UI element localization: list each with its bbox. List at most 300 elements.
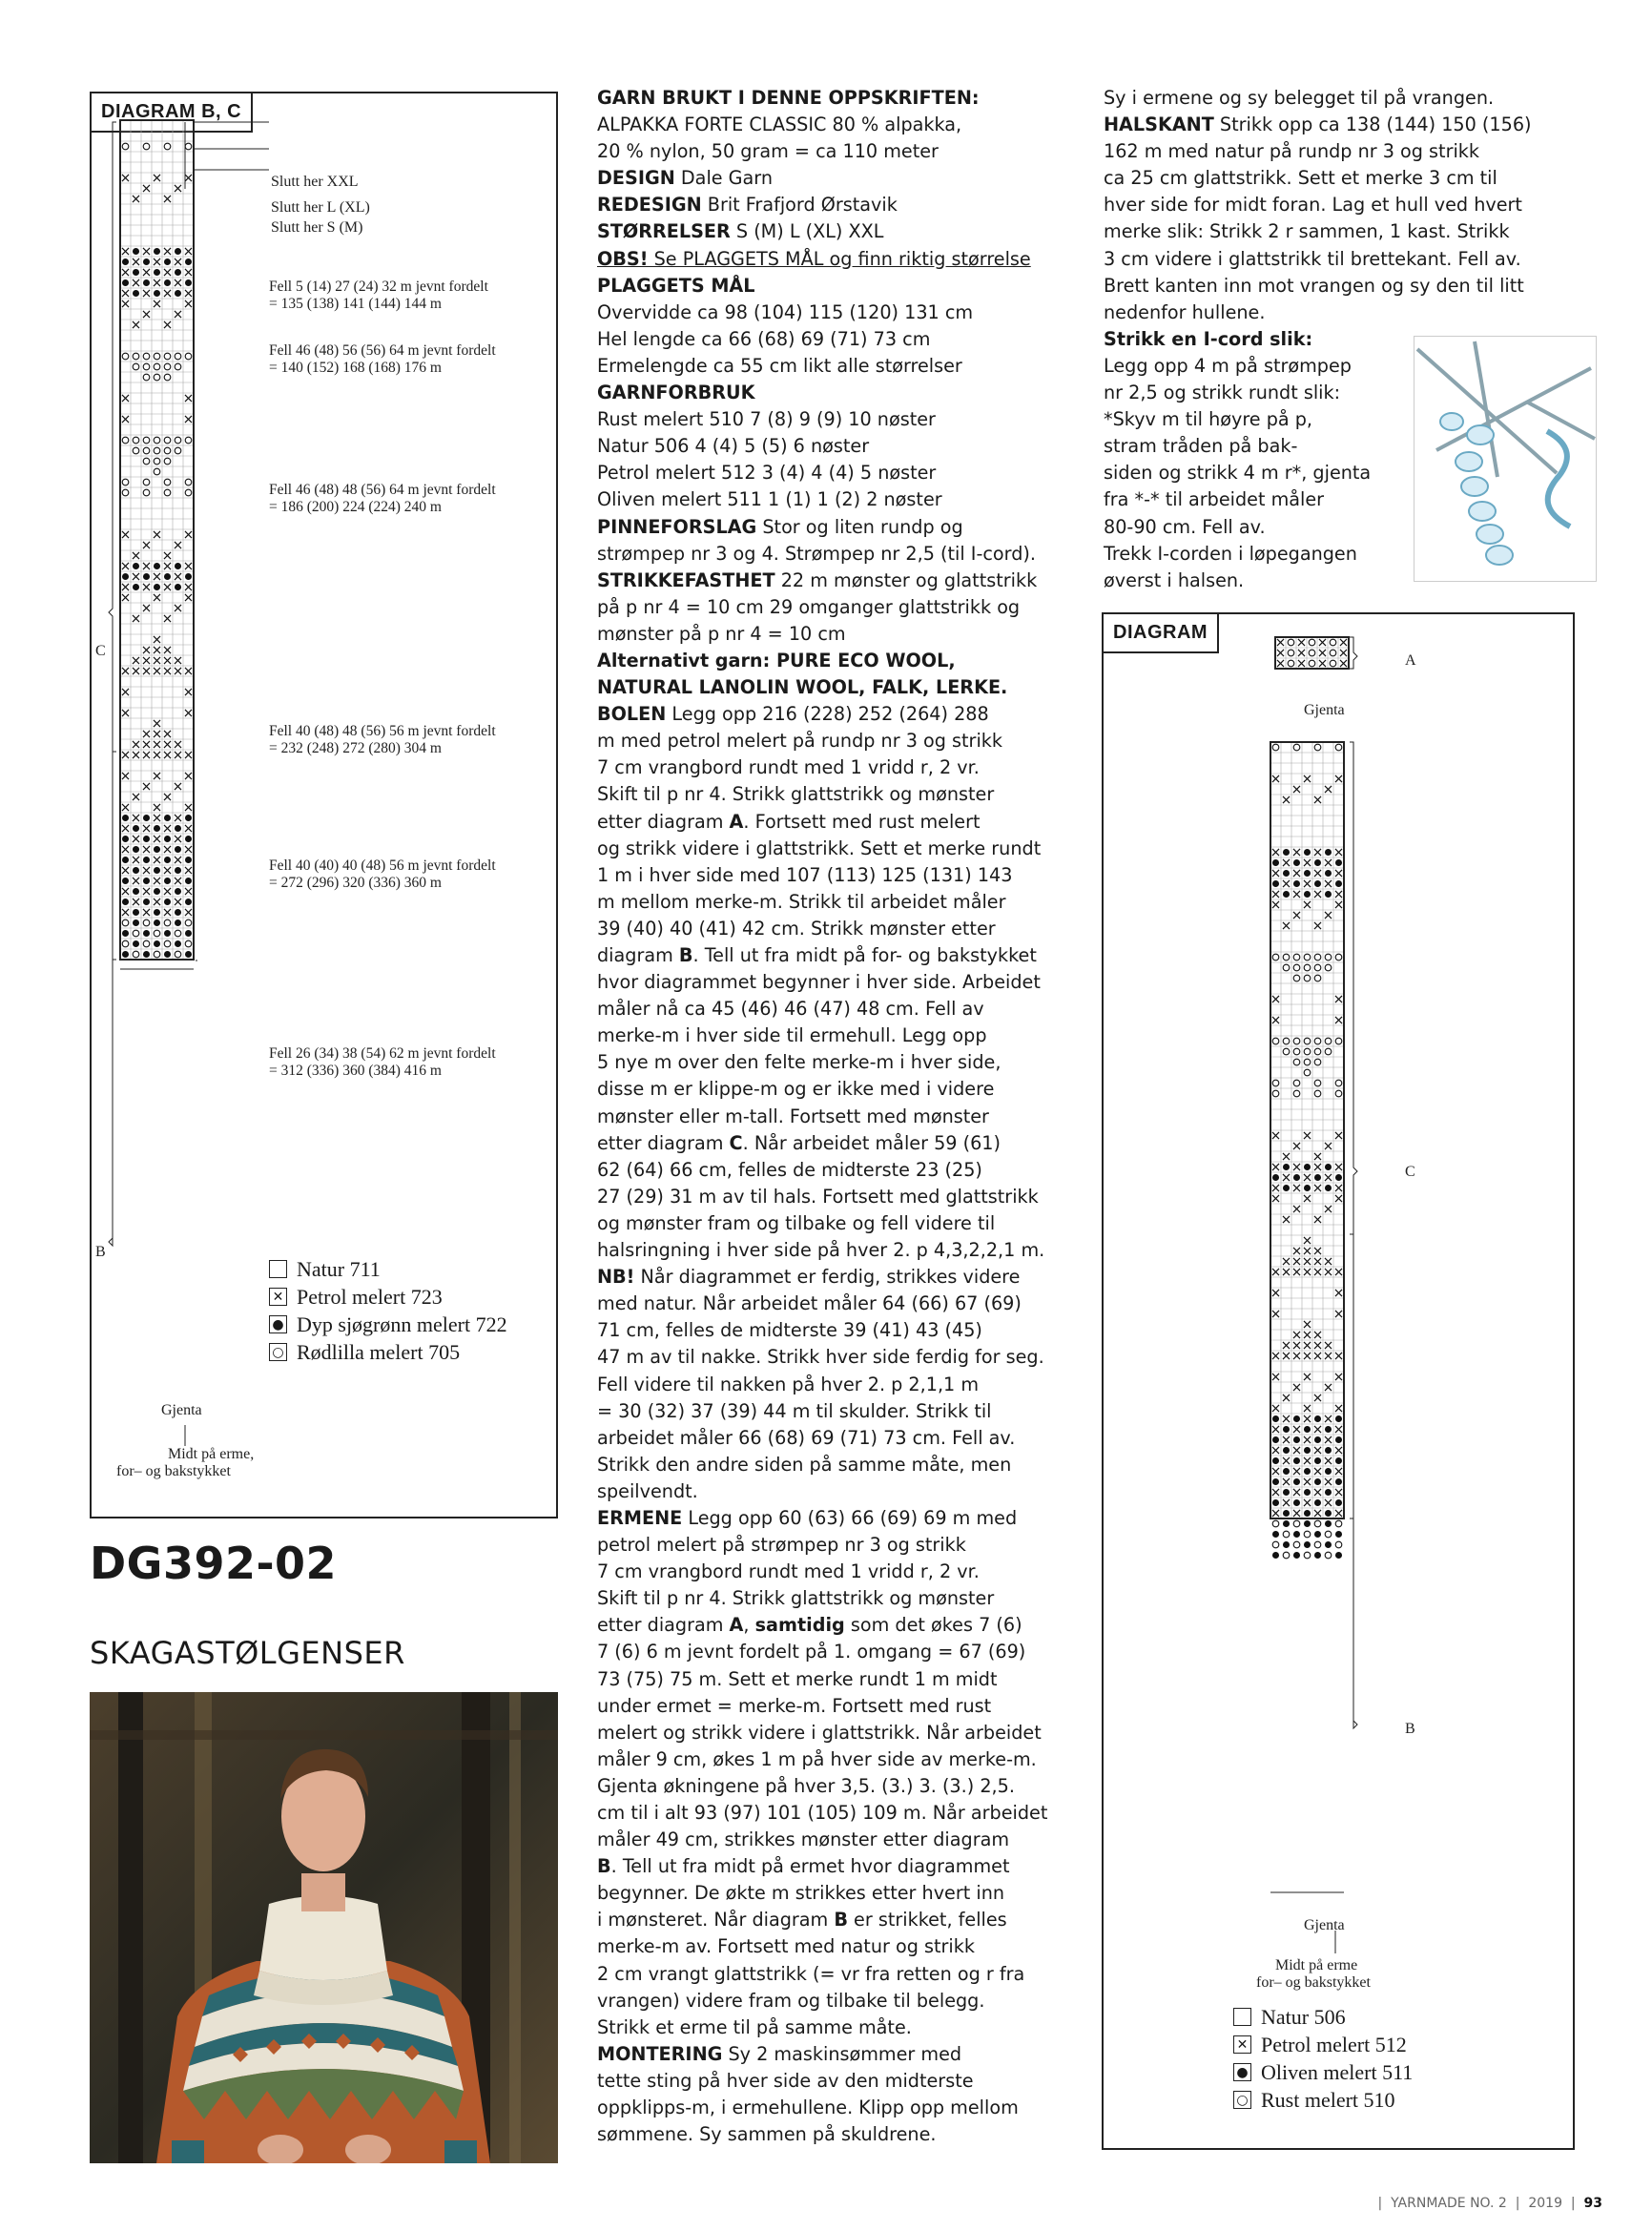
stitch-circle	[164, 374, 171, 381]
text-line	[597, 433, 1047, 460]
stitch-dot	[164, 899, 171, 905]
stitch-cross	[1272, 1269, 1279, 1275]
text-segment: 2 cm vrangt glattstrikk (= vr fra retten og r fra	[597, 1962, 1025, 1985]
stitch-circle	[1314, 954, 1321, 961]
text-segment: med natur. Når arbeidet måler 64 (66) 67 (69)	[597, 1292, 1022, 1315]
stitch-cross	[154, 300, 160, 307]
stitch-cross	[164, 269, 171, 276]
brace-a	[1350, 637, 1357, 669]
text-line	[597, 246, 1047, 273]
text-segment: merke-m i hver side til ermehull. Legg opp	[597, 1024, 987, 1047]
legend-label: Rødlilla melert 705	[297, 1339, 461, 1364]
stitch-cross	[164, 794, 171, 800]
stitch-cross	[1304, 1332, 1311, 1338]
text-segment: 22 m mønster og glattstrikk	[774, 568, 1038, 591]
stitch-cross	[1314, 922, 1321, 929]
stitch-cross	[154, 773, 160, 779]
decrease-note-1	[269, 279, 488, 313]
text-segment: 73 (75) 75 m. Sett et merke rundt 1 m midt	[597, 1667, 998, 1690]
stitch-dot	[133, 248, 139, 255]
stitch-circle	[175, 437, 181, 444]
right-middle-note-line1: Midt på erme	[1275, 1957, 1358, 1973]
text-segment: PLAGGETS MÅL	[597, 274, 755, 297]
stitch-cross	[1293, 1258, 1300, 1265]
stitch-circle	[154, 951, 160, 958]
stitch-circle	[133, 447, 139, 454]
text-segment: tette sting på hver side av den midterste	[597, 2069, 974, 2092]
stitch-cross	[1335, 901, 1342, 908]
stitch-cross	[1335, 996, 1342, 1002]
legend-item-natur	[269, 1255, 507, 1283]
stitch-dot	[1272, 1436, 1279, 1443]
stitch-dot	[143, 258, 150, 265]
text-segment: 3 cm videre i glattstrikk til brettekant. Fell av.	[1104, 247, 1521, 270]
text-line	[597, 674, 1047, 701]
text-segment: B	[597, 1855, 611, 1878]
stitch-cross	[1335, 1017, 1342, 1023]
decrease-note-2-line2: = 140 (152) 168 (168) 176 m	[269, 360, 442, 376]
stitch-dot	[1304, 1510, 1311, 1517]
text-line	[597, 1612, 1047, 1639]
text-line	[597, 1933, 1047, 1960]
stitch-circle	[154, 374, 160, 381]
text-line	[597, 568, 1047, 594]
stitch-dot	[143, 930, 150, 937]
text-line	[1104, 85, 1532, 112]
stitch-dot	[164, 857, 171, 863]
text-line	[597, 326, 1047, 353]
stitch-cross	[1304, 1258, 1311, 1265]
stitch-circle	[133, 363, 139, 370]
text-line	[597, 1988, 1047, 2014]
stitch-cross	[122, 395, 129, 402]
stitch-cross	[143, 752, 150, 758]
stitch-cross	[1325, 1384, 1332, 1391]
stitch-circle	[154, 447, 160, 454]
stitch-dot	[122, 951, 129, 958]
text-segment: 1 m i hver side med 107 (113) 125 (131) 143	[597, 863, 1013, 886]
stitch-cross	[1272, 775, 1279, 782]
stitch-cross	[1314, 1185, 1321, 1191]
text-segment: melert og strikk videre i glattstrikk. Når arbeidet	[597, 1721, 1042, 1744]
stitch-circle	[1304, 1069, 1311, 1076]
stitch-circle	[154, 363, 160, 370]
text-segment: Skift til p nr 4. Strikk glattstrikk og mønster	[597, 1587, 995, 1610]
stitch-cross	[133, 196, 139, 202]
stitch-cross	[185, 290, 192, 297]
stitch-dot	[175, 563, 181, 569]
decrease-note-6	[269, 1045, 496, 1080]
end-note-l-xl: Slutt her L (XL)	[271, 199, 370, 216]
text-segment: stram tråden på bak-	[1104, 435, 1298, 458]
stitch-circle	[133, 930, 139, 937]
text-segment: A	[729, 1614, 744, 1637]
legend-item-rust-510	[1233, 2086, 1413, 2114]
text-segment: og mønster fram og tilbake og fell videre til	[597, 1211, 996, 1234]
stitch-cross	[1304, 880, 1311, 887]
text-segment: 47 m av til nakke. Strikk hver side ferdig for seg.	[597, 1346, 1044, 1369]
stitch-circle	[133, 951, 139, 958]
stitch-cross	[1304, 1132, 1311, 1139]
stitch-circle	[154, 437, 160, 444]
legend-item-rodlilla	[269, 1338, 507, 1366]
stitch-cross	[1293, 1332, 1300, 1338]
stitch-dot	[185, 258, 192, 265]
text-line	[597, 1827, 1047, 1853]
stitch-cross	[154, 815, 160, 821]
stitch-dot	[1304, 1489, 1311, 1496]
text-segment: Strikk et erme til på samme måte.	[597, 2015, 912, 2038]
text-line	[1104, 246, 1532, 273]
text-segment: Skift til p nr 4. Strikk glattstrikk og mønster	[597, 783, 995, 806]
text-line	[1104, 112, 1532, 138]
stitch-dot	[1314, 1174, 1321, 1181]
text-line	[597, 2095, 1047, 2121]
stitch-cross	[122, 773, 129, 779]
text-line	[597, 621, 1047, 648]
stitch-circle	[1330, 660, 1336, 667]
stitch-dot	[164, 279, 171, 286]
text-segment: strømpep nr 3 og 4. Strømpep nr 2,5 (til I-cord).	[597, 542, 1036, 565]
stitch-cross	[1272, 901, 1279, 908]
stitch-dot	[1325, 1468, 1332, 1475]
middle-note-line1: Midt på erme,	[168, 1446, 255, 1462]
stitch-dot	[175, 940, 181, 947]
stitch-dot	[1272, 1457, 1279, 1464]
text-segment: i mønsteret. Når diagram	[597, 1909, 835, 1931]
stitch-dot	[133, 888, 139, 895]
text-line	[597, 486, 1047, 513]
text-segment: mønster på p nr 4 = 10 cm	[597, 622, 846, 645]
text-segment: m med petrol melert på rundp nr 3 og strikk	[597, 730, 1002, 753]
stitch-cross	[1283, 1499, 1290, 1506]
stitch-circle	[1304, 1038, 1311, 1044]
stitch-cross	[1293, 1164, 1300, 1170]
text-segment: Oliven melert 511 1 (1) 1 (2) 2 nøster	[597, 488, 942, 511]
stitch-circle	[175, 951, 181, 958]
stitch-circle	[1304, 954, 1311, 961]
stitch-cross	[154, 752, 160, 758]
chart-border	[1275, 637, 1349, 669]
text-line	[597, 2014, 1047, 2041]
text-segment: merke-m av. Fortsett med natur og strikk	[597, 1935, 975, 1958]
stitch-circle	[1283, 1048, 1290, 1055]
text-segment: OBS!	[597, 247, 649, 270]
stitch-cross	[1283, 1342, 1290, 1349]
text-segment: oppklipps-m, i ermehullene. Klipp opp mellom	[597, 2097, 1019, 2119]
stitch-circle	[1283, 954, 1290, 961]
stitch-cross	[1314, 1468, 1321, 1475]
stitch-dot	[154, 563, 160, 569]
stitch-dot	[133, 290, 139, 297]
stitch-cross	[1304, 1405, 1311, 1412]
stitch-circle	[164, 143, 171, 150]
text-line	[597, 781, 1047, 808]
stitch-dot	[185, 899, 192, 905]
stitch-cross	[143, 248, 150, 255]
stitch-circle	[143, 447, 150, 454]
text-segment: sømmene. Sy sammen på skuldrene.	[597, 2123, 937, 2146]
stitch-cross	[1293, 1510, 1300, 1517]
stitch-circle	[1272, 1520, 1279, 1527]
stitch-cross	[1319, 660, 1326, 667]
stitch-dot	[1283, 1489, 1290, 1496]
stitch-cross	[1325, 1258, 1332, 1265]
text-segment: 27 (29) 31 m av til hals. Fortsett med glattstrikk	[597, 1185, 1039, 1208]
text-segment: HALSKANT	[1104, 114, 1214, 136]
stitch-circle	[1272, 744, 1279, 751]
text-line	[597, 514, 1047, 541]
text-segment: mønster eller m-tall. Fortsett med mønster	[597, 1105, 989, 1127]
text-segment: Stor og liten rundp og	[756, 515, 963, 538]
decrease-note-6-line2: = 312 (336) 360 (384) 416 m	[269, 1063, 442, 1079]
stitch-dot	[154, 846, 160, 853]
stitch-cross	[133, 752, 139, 758]
stitch-cross	[133, 668, 139, 674]
stitch-cross	[185, 888, 192, 895]
text-segment: måler 9 cm, økes 1 m på hver side av merke-m.	[597, 1747, 1037, 1770]
stitch-cross	[122, 888, 129, 895]
text-segment: ERMENE	[597, 1506, 683, 1529]
stitch-circle	[164, 940, 171, 947]
stitch-circle	[1283, 1531, 1290, 1538]
text-segment: 162 m med natur på rundp nr 3 og strikk	[1104, 140, 1480, 163]
stitch-circle	[1325, 1531, 1332, 1538]
text-segment: Sy 2 maskinsømmer med	[722, 2042, 962, 2065]
stitch-cross	[185, 395, 192, 402]
text-line	[597, 2121, 1047, 2148]
stitch-cross	[1293, 786, 1300, 793]
text-line	[597, 594, 1047, 621]
decrease-note-3	[269, 482, 496, 516]
stitch-dot	[1335, 859, 1342, 866]
text-line	[597, 406, 1047, 433]
text-line	[597, 1344, 1047, 1371]
text-segment: vrangen) videre fram og tilbake til belegg.	[597, 1989, 985, 2012]
stitch-cross	[143, 741, 150, 748]
text-line	[1104, 218, 1532, 245]
stitch-dot	[154, 919, 160, 926]
stitch-cross	[133, 552, 139, 559]
stitch-cross	[133, 573, 139, 580]
stitch-dot	[1293, 1174, 1300, 1181]
stitch-circle	[1335, 954, 1342, 961]
stitch-cross	[1335, 1426, 1342, 1433]
section-label-b: B	[95, 1244, 106, 1260]
stitch-cross	[1335, 1290, 1342, 1296]
stitch-cross	[143, 185, 150, 192]
right-diagram-label: DIAGRAM	[1102, 612, 1219, 653]
stitch-circle	[143, 143, 150, 150]
text-segment: 20 % nylon, 50 gram = ca 110 meter	[597, 140, 939, 163]
text-segment: halsringning i hver side på hver 2. p 4,3,2,2,1 m.	[597, 1239, 1045, 1262]
text-line	[597, 1853, 1047, 1880]
stitch-cross	[1314, 1447, 1321, 1454]
stitch-circle	[1293, 1520, 1300, 1527]
stitch-cross	[154, 720, 160, 727]
text-line	[597, 273, 1047, 300]
stitch-circle	[1288, 660, 1294, 667]
stitch-dot	[175, 248, 181, 255]
stitch-cross	[175, 185, 181, 192]
decrease-note-2-line1: Fell 46 (48) 56 (56) 64 m jevnt fordelt	[269, 342, 496, 359]
right-diagram-panel	[1102, 612, 1575, 2150]
stitch-dot	[1325, 1520, 1332, 1527]
stitch-cross	[185, 752, 192, 758]
stitch-cross	[164, 321, 171, 328]
repeat-label-a: Gjenta	[1304, 702, 1345, 718]
text-line	[597, 1398, 1047, 1425]
text-line	[597, 809, 1047, 836]
text-segment: hver side for midt foran. Lag et hull ved hvert	[1104, 194, 1522, 217]
pattern-code-title: DG392-02	[90, 1538, 338, 1589]
stitch-dot	[1314, 880, 1321, 887]
stitch-cross	[154, 258, 160, 265]
text-line	[597, 1425, 1047, 1452]
stitch-dot	[1325, 1489, 1332, 1496]
stitch-cross	[1335, 1195, 1342, 1202]
stitch-dot	[1325, 1447, 1332, 1454]
stitch-dot	[1304, 1468, 1311, 1475]
stitch-cross	[122, 531, 129, 538]
stitch-dot	[1293, 1478, 1300, 1485]
text-segment: 80-90 cm. Fell av.	[1104, 515, 1266, 538]
stitch-dot	[1335, 1478, 1342, 1485]
stitch-dot	[185, 573, 192, 580]
cross-icon: ✕	[269, 1288, 287, 1306]
stitch-cross	[1272, 891, 1279, 898]
stitch-cross	[122, 710, 129, 716]
text-segment: ALPAKKA FORTE CLASSIC 80 % alpakka,	[597, 114, 962, 136]
stitch-dot	[133, 909, 139, 916]
text-segment: merke slik: Strikk 2 r sammen, 1 kast. Strikk	[1104, 220, 1510, 243]
stitch-dot	[1272, 1552, 1279, 1559]
text-line	[597, 969, 1047, 996]
stitch-dot	[1325, 849, 1332, 856]
text-segment: Natur 506 4 (4) 5 (5) 6 nøster	[597, 435, 870, 458]
stitch-dot	[122, 930, 129, 937]
stitch-cross	[1272, 1468, 1279, 1475]
stitch-circle	[1309, 660, 1315, 667]
stitch-cross	[1283, 1269, 1290, 1275]
stitch-cross	[175, 573, 181, 580]
stitch-cross	[185, 269, 192, 276]
text-line	[597, 353, 1047, 380]
text-segment: måler 49 cm, strikkes mønster etter diagram	[597, 1828, 1010, 1851]
stitch-cross	[1335, 1510, 1342, 1517]
stitch-dot	[154, 867, 160, 874]
stitch-cross	[1304, 1457, 1311, 1464]
stitch-dot	[154, 290, 160, 297]
text-segment: MONTERING	[597, 2042, 723, 2065]
text-line	[597, 380, 1047, 406]
stitch-cross	[175, 836, 181, 842]
stitch-cross	[1272, 1290, 1279, 1296]
brace-b	[109, 752, 116, 1246]
stitch-dot	[122, 279, 129, 286]
right-middle-note-line2: for– og bakstykket	[1256, 1974, 1371, 1991]
stitch-circle	[1272, 1541, 1279, 1548]
text-line	[597, 1639, 1047, 1665]
stitch-dot	[143, 951, 150, 958]
stitch-cross	[143, 605, 150, 611]
text-segment: 5 nye m over den felte merke-m i hver side,	[597, 1051, 1002, 1074]
stitch-cross	[1319, 639, 1326, 646]
stitch-cross	[133, 615, 139, 622]
stitch-cross	[1304, 901, 1311, 908]
stitch-dot	[1335, 1436, 1342, 1443]
stitch-cross	[133, 878, 139, 884]
stitch-cross	[1283, 1457, 1290, 1464]
stitch-cross	[1272, 1405, 1279, 1412]
stitch-dot	[143, 279, 150, 286]
stitch-circle	[133, 353, 139, 360]
stitch-cross	[1314, 1269, 1321, 1275]
text-segment: speilvendt.	[597, 1479, 698, 1502]
stitch-cross	[1304, 1269, 1311, 1275]
left-legend	[269, 1255, 507, 1366]
stitch-cross	[1293, 1426, 1300, 1433]
stitch-cross	[1283, 1415, 1290, 1422]
text-line	[597, 1720, 1047, 1746]
text-segment: som det økes 7 (6)	[844, 1614, 1022, 1637]
decrease-note-5-line2: = 272 (296) 320 (336) 360 m	[269, 875, 442, 891]
stitch-circle	[185, 479, 192, 485]
stitch-cross	[122, 290, 129, 297]
stitch-dot	[122, 857, 129, 863]
text-segment: *Skyv m til høyre på p,	[1104, 408, 1313, 431]
text-segment: er strikket, felles	[847, 1909, 1007, 1931]
stitch-cross	[175, 857, 181, 863]
stitch-cross	[1304, 1478, 1311, 1485]
stitch-cross	[143, 867, 150, 874]
stitch-dot	[164, 836, 171, 842]
stitch-circle	[1314, 964, 1321, 971]
text-segment: Brit Frafjord Ørstavik	[701, 194, 898, 217]
text-line	[597, 1559, 1047, 1585]
text-line	[597, 541, 1047, 568]
stitch-dot	[1293, 1415, 1300, 1422]
text-segment: ca 25 cm glattstrikk. Sett et merke 3 cm til	[1104, 167, 1497, 190]
stitch-cross	[1272, 1164, 1279, 1170]
stitch-cross	[1283, 1216, 1290, 1223]
stitch-circle	[1314, 1048, 1321, 1055]
stitch-cross	[175, 752, 181, 758]
stitch-circle	[164, 353, 171, 360]
stitch-dot	[175, 584, 181, 590]
text-segment: . Fortsett med rust melert	[743, 810, 981, 833]
text-line	[597, 1023, 1047, 1049]
text-segment: B	[834, 1909, 848, 1931]
text-line	[597, 1264, 1047, 1291]
stitch-circle	[1325, 954, 1332, 961]
text-segment: Legg opp 4 m på strømpep	[1104, 354, 1352, 377]
stitch-circle	[164, 919, 171, 926]
stitch-cross	[154, 573, 160, 580]
stitch-cross	[1283, 1258, 1290, 1265]
stitch-cross	[154, 731, 160, 737]
stitch-dot	[1272, 880, 1279, 887]
repeat-label-b: Gjenta	[1304, 1917, 1345, 1933]
stitch-circle	[1288, 650, 1294, 656]
stitch-cross	[133, 258, 139, 265]
stitch-circle	[1335, 1520, 1342, 1527]
stitch-cross	[1325, 1143, 1332, 1149]
stitch-cross	[143, 846, 150, 853]
stitch-dot	[143, 857, 150, 863]
stitch-cross	[185, 594, 192, 601]
stitch-cross	[1304, 1342, 1311, 1349]
